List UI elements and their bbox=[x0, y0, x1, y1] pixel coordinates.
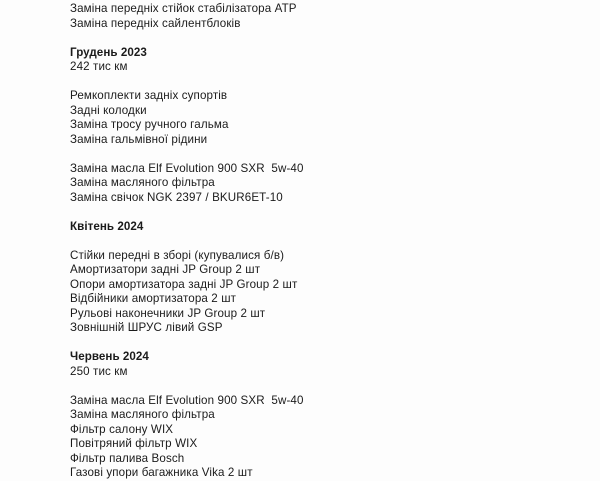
service-item-line: Опори амортизатора задні JP Group 2 шт bbox=[70, 277, 298, 291]
service-item-line: Заміна масляного фільтра bbox=[70, 176, 215, 189]
service-item-line: Ремкоплекти задніх супортів bbox=[70, 89, 228, 102]
service-item-line: Заміна передніх сайлентблоків bbox=[70, 16, 241, 30]
service-entry-odometer: 250 тис км bbox=[70, 364, 128, 378]
service-item-line: Заміна масла Elf Evolution 900 SXR 5w-40 bbox=[70, 161, 304, 175]
block-spacer bbox=[70, 234, 600, 249]
service-item-line: Відбійники амортизатора 2 шт bbox=[70, 292, 237, 305]
service-entry-date-heading: Квітень 2024 bbox=[70, 219, 144, 233]
service-entry-april-2024 bbox=[70, 220, 600, 336]
service-item-line: Заміна масляного фільтра bbox=[70, 408, 215, 421]
block-spacer bbox=[70, 147, 600, 162]
service-item-line: Фільтр салону WIX bbox=[70, 422, 174, 436]
service-entry-odometer: 242 тис км bbox=[70, 60, 128, 73]
service-history-body bbox=[70, 2, 600, 481]
service-item-line: Амортизатори задні JP Group 2 шт bbox=[70, 263, 261, 276]
service-entry-date-heading: Червень 2024 bbox=[70, 350, 149, 363]
service-entry-june-2024 bbox=[70, 350, 600, 481]
block-spacer bbox=[70, 31, 600, 46]
service-item-line: Заміна масла Elf Evolution 900 SXR 5w-40 bbox=[70, 393, 304, 407]
service-item-line: Заміна передніх стійок стабілізатора ATP bbox=[70, 2, 297, 15]
service-item-line: Заміна свічок NGK 2397 / BKUR6ET-10 bbox=[70, 190, 283, 204]
service-item-line: Стійки передні в зборі (купувалися б/в) bbox=[70, 248, 285, 262]
block-spacer bbox=[70, 379, 600, 394]
service-item-line: Задні колодки bbox=[70, 103, 147, 117]
block-spacer bbox=[70, 336, 600, 351]
service-entry-december-2023 bbox=[70, 46, 600, 206]
service-item-line: Газові упори багажника Vika 2 шт bbox=[70, 466, 253, 479]
service-item-line: Заміна гальмівної рідини bbox=[70, 132, 208, 146]
service-entry-previous-continued bbox=[70, 2, 600, 31]
block-spacer bbox=[70, 75, 600, 90]
service-item-line: Повітряний фільтр WIX bbox=[70, 437, 198, 450]
service-item-line: Рульові наконечники JP Group 2 шт bbox=[70, 306, 266, 320]
service-item-line: Зовнішній ШРУС лівий GSP bbox=[70, 321, 223, 334]
service-item-line: Фільтр палива Bosch bbox=[70, 451, 185, 465]
block-spacer bbox=[70, 205, 600, 220]
service-item-line: Заміна тросу ручного гальма bbox=[70, 118, 229, 131]
service-entry-date-heading: Грудень 2023 bbox=[70, 45, 147, 59]
